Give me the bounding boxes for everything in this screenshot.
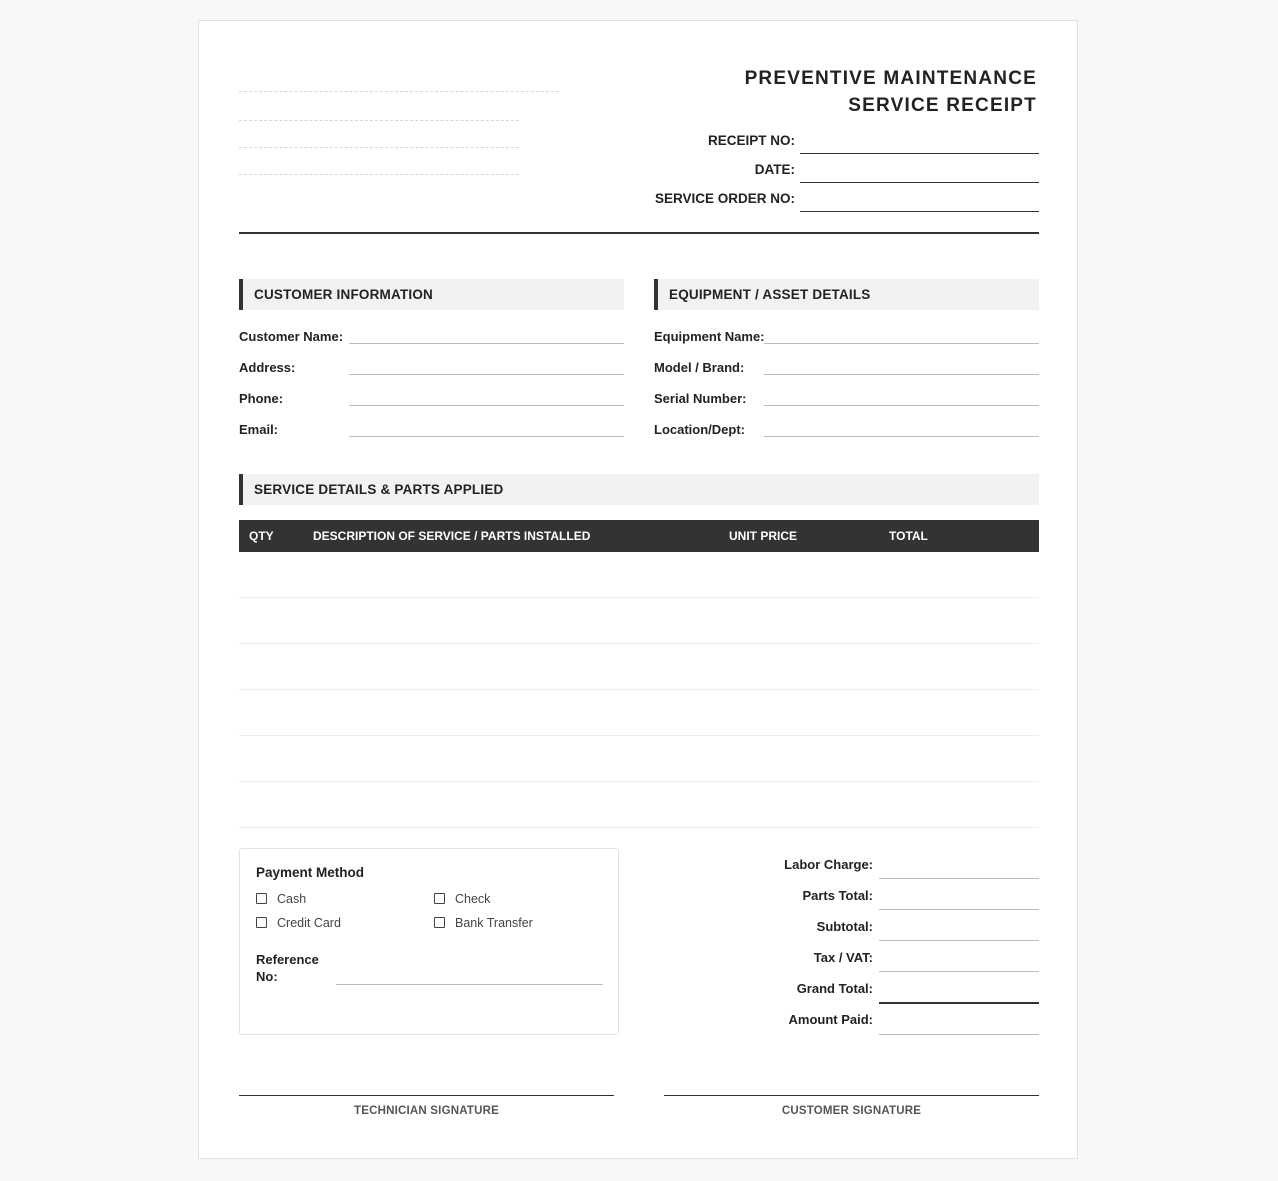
- column-total: TOTAL: [889, 529, 928, 543]
- check-checkbox[interactable]: [434, 893, 445, 904]
- company-name-placeholder-line: [239, 91, 559, 92]
- document-title: [745, 65, 1037, 119]
- customer-address-field[interactable]: [349, 374, 624, 375]
- title-line-2: SERVICE RECEIPT: [848, 95, 1037, 116]
- serial-number-label: Serial Number:: [654, 391, 747, 406]
- tax-vat-label: Tax / VAT:: [813, 950, 873, 965]
- check-label: Check: [455, 892, 491, 906]
- service-details-heading: SERVICE DETAILS & PARTS APPLIED: [239, 474, 1039, 505]
- column-description: DESCRIPTION OF SERVICE / PARTS INSTALLED: [313, 529, 591, 543]
- cash-checkbox[interactable]: [256, 893, 267, 904]
- subtotal-label: Subtotal:: [816, 919, 873, 934]
- customer-signature-line[interactable]: [664, 1095, 1039, 1096]
- model-brand-label: Model / Brand:: [654, 360, 745, 375]
- payment-method-title: Payment Method: [256, 865, 365, 880]
- equipment-name-field[interactable]: [764, 343, 1039, 344]
- table-row[interactable]: [239, 735, 1039, 736]
- customer-info-heading: CUSTOMER INFORMATION: [239, 279, 624, 310]
- equipment-details-heading: EQUIPMENT / ASSET DETAILS: [654, 279, 1039, 310]
- service-order-label: SERVICE ORDER NO:: [654, 191, 795, 206]
- reference-label-line-1: Reference: [256, 952, 319, 967]
- customer-name-field[interactable]: [349, 343, 624, 344]
- date-field[interactable]: [800, 182, 1039, 183]
- customer-email-field[interactable]: [349, 436, 624, 437]
- tax-vat-field[interactable]: [879, 971, 1039, 972]
- grand-total-field[interactable]: [879, 1002, 1039, 1004]
- amount-paid-field[interactable]: [879, 1034, 1039, 1035]
- customer-address-label: Address:: [239, 360, 296, 375]
- credit-card-label: Credit Card: [277, 916, 341, 930]
- company-address-placeholder-line: [239, 120, 519, 121]
- grand-total-label: Grand Total:: [796, 981, 873, 996]
- location-dept-label: Location/Dept:: [654, 422, 745, 437]
- title-line-1: PREVENTIVE MAINTENANCE: [744, 68, 1037, 89]
- reference-label-line-2: No:: [256, 969, 278, 984]
- customer-phone-label: Phone:: [239, 391, 284, 406]
- receipt-page: [198, 20, 1078, 1159]
- parts-total-label: Parts Total:: [802, 888, 873, 903]
- labor-charge-label: Labor Charge:: [784, 857, 873, 872]
- service-order-field[interactable]: [800, 211, 1039, 212]
- customer-signature-label: CUSTOMER SIGNATURE: [781, 1105, 922, 1117]
- credit-card-checkbox[interactable]: [256, 917, 267, 928]
- table-row[interactable]: [239, 827, 1039, 828]
- column-qty: QTY: [249, 529, 274, 543]
- labor-charge-field[interactable]: [879, 878, 1039, 879]
- model-brand-field[interactable]: [764, 374, 1039, 375]
- header-divider: [239, 232, 1039, 234]
- date-label: DATE:: [754, 162, 795, 177]
- payment-method-box: [239, 848, 619, 1035]
- location-dept-field[interactable]: [764, 436, 1039, 437]
- receipt-no-field[interactable]: [800, 153, 1039, 154]
- table-row[interactable]: [239, 597, 1039, 598]
- company-contact-placeholder-line: [239, 174, 519, 175]
- reference-no-label: [256, 951, 319, 985]
- table-row[interactable]: [239, 643, 1039, 644]
- subtotal-field[interactable]: [879, 940, 1039, 941]
- bank-transfer-label: Bank Transfer: [455, 916, 533, 930]
- table-row[interactable]: [239, 689, 1039, 690]
- reference-no-field[interactable]: [336, 984, 603, 985]
- amount-paid-label: Amount Paid:: [788, 1012, 873, 1027]
- parts-total-field[interactable]: [879, 909, 1039, 910]
- technician-signature-line[interactable]: [239, 1095, 614, 1096]
- technician-signature-label: TECHNICIAN SIGNATURE: [354, 1105, 499, 1117]
- service-table-header: [239, 520, 1039, 552]
- serial-number-field[interactable]: [764, 405, 1039, 406]
- customer-phone-field[interactable]: [349, 405, 624, 406]
- bank-transfer-checkbox[interactable]: [434, 917, 445, 928]
- column-unit-price: UNIT PRICE: [729, 529, 798, 543]
- table-row[interactable]: [239, 781, 1039, 782]
- cash-label: Cash: [277, 892, 307, 906]
- equipment-name-label: Equipment Name:: [654, 329, 765, 344]
- customer-email-label: Email:: [239, 422, 279, 437]
- customer-name-label: Customer Name:: [239, 329, 344, 344]
- company-city-placeholder-line: [239, 147, 519, 148]
- receipt-no-label: RECEIPT NO:: [707, 133, 795, 148]
